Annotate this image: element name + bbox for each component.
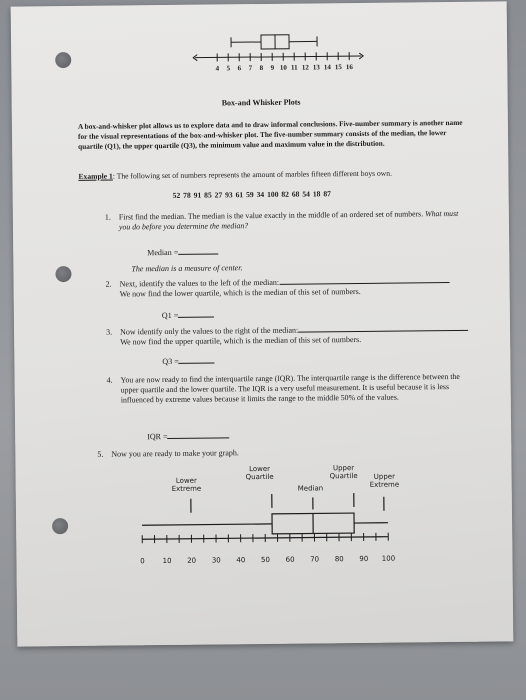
step-2-instructions: Next, identify the values to the left of the median: — [119, 277, 280, 289]
lower-quartile-line2: Quartile — [245, 472, 274, 482]
header-box-plot — [189, 31, 369, 75]
left-whisker — [142, 524, 272, 525]
header-axis-tick-label: 9 — [270, 63, 275, 72]
step-3-number: 3. — [106, 327, 113, 337]
header-axis-tick-label: 13 — [312, 63, 320, 72]
number-line-label: 90 — [359, 554, 369, 563]
q1-blank — [162, 311, 214, 322]
number-line-label: 20 — [187, 556, 197, 565]
example-box-plot — [126, 492, 417, 575]
step-2-number: 2. — [105, 279, 112, 289]
step-4-text: You are now ready to find the interquartile range (IQR). The interquartile range is the difference between the upper quartile and the lower quartile. The IQR is a very useful measurement. It is useful because it is less influenced by extreme values because it limits the range to the middle 50% of the values. — [120, 371, 460, 405]
example-line — [78, 169, 392, 182]
data-set-numbers: 52 78 91 85 27 93 61 59 34 100 82 68 54 18 87 — [172, 189, 331, 200]
step-3-line2: We now find the upper quartile, which is the median of this set of numbers. — [120, 334, 362, 347]
example-text: : The following set of numbers represents the amount of marbles fifteen different boys own. — [112, 168, 393, 181]
number-line-label: 70 — [310, 555, 320, 564]
step-1-text — [119, 209, 459, 233]
iqr-blank — [147, 431, 229, 442]
number-line-label: 0 — [140, 557, 145, 566]
step-5-number: 5. — [97, 449, 104, 459]
lower-extreme-line1: Lower — [175, 476, 197, 485]
median-answer-line[interactable] — [178, 253, 218, 254]
example-label: Example 1 — [78, 171, 113, 181]
number-line-label: 30 — [211, 556, 221, 565]
right-values-answer-line[interactable] — [298, 330, 468, 333]
step-4-number: 4. — [106, 375, 113, 385]
q3-label: Q3 = — [162, 356, 179, 367]
number-line-label: 60 — [285, 555, 295, 564]
step-2-line2: We now find the lower quartile, which is the median of this set of numbers. — [119, 286, 361, 299]
header-axis-tick-label: 10 — [279, 63, 287, 72]
q3-blank — [162, 356, 214, 367]
q1-answer-line[interactable] — [178, 316, 214, 317]
median-label: Median = — [147, 247, 179, 258]
lower-extreme-label — [172, 477, 202, 493]
header-axis-tick-label: 8 — [259, 63, 264, 73]
step-1-instructions: First find the median. The median is the value exactly in the middle of an ordered set of numbers. — [118, 209, 424, 222]
lower-quartile-line1: Lower — [249, 464, 271, 474]
page-title: Box-and Whisker Plots — [221, 97, 301, 108]
left-values-answer-line[interactable] — [279, 282, 449, 285]
binder-hole-top — [55, 52, 71, 68]
header-axis-tick-label: 5 — [226, 64, 231, 73]
number-line-label: 40 — [236, 556, 246, 565]
median-graph-label: Median — [297, 484, 324, 493]
upper-quartile-line1: Upper — [332, 464, 355, 473]
iqr-label: IQR = — [147, 431, 168, 442]
intro-paragraph: A box-and-whisker plot allows us to explore data and to draw informal conclusions. Five-number summary is another name for the visual representations of the box-and-whisker plot. The five-number summary consists of the median, the lower quartile (Q1), the upper quartile (Q3), the minimum value and maximum value in the distribution. — [77, 117, 463, 151]
header-axis-tick-label: 14 — [323, 63, 331, 72]
header-axis-tick-label: 12 — [301, 63, 309, 72]
number-line-label: 80 — [334, 555, 344, 564]
header-axis-tick-label: 7 — [248, 64, 253, 73]
step-3-instructions: Now identify only the values to the right of the median: — [120, 325, 299, 337]
step-5-text: Now you are ready to make your graph. — [111, 448, 239, 459]
step-1-question: What must you do before you determine the median? — [118, 208, 459, 232]
header-axis-tick-label: 16 — [345, 63, 353, 72]
upper-quartile-label — [329, 464, 357, 480]
upper-extreme-label — [370, 473, 400, 489]
header-axis-tick-label: 6 — [237, 64, 242, 73]
binder-hole-bottom — [52, 518, 68, 534]
number-line-label: 100 — [381, 554, 396, 563]
iqr-answer-line[interactable] — [167, 437, 229, 439]
upper-extreme-line1: Upper — [373, 472, 395, 481]
step-1-number: 1. — [104, 212, 111, 222]
worksheet-page — [11, 1, 514, 646]
number-line-label: 50 — [260, 555, 270, 565]
lower-extreme-line2: Extreme — [171, 484, 202, 493]
number-line-label: 10 — [162, 556, 172, 566]
q3-answer-line[interactable] — [179, 362, 215, 363]
median-blank — [147, 247, 218, 258]
q1-label: Q1 = — [161, 310, 179, 321]
binder-hole-middle — [55, 266, 71, 282]
upper-extreme-line2: Extreme — [369, 480, 400, 489]
header-axis-tick-label: 15 — [334, 63, 342, 72]
median-note: The median is a measure of center. — [131, 263, 243, 274]
header-axis-tick-label: 11 — [290, 63, 298, 72]
lower-quartile-label — [245, 465, 273, 481]
header-axis-tick-label: 4 — [215, 64, 220, 73]
upper-quartile-line2: Quartile — [329, 472, 358, 481]
